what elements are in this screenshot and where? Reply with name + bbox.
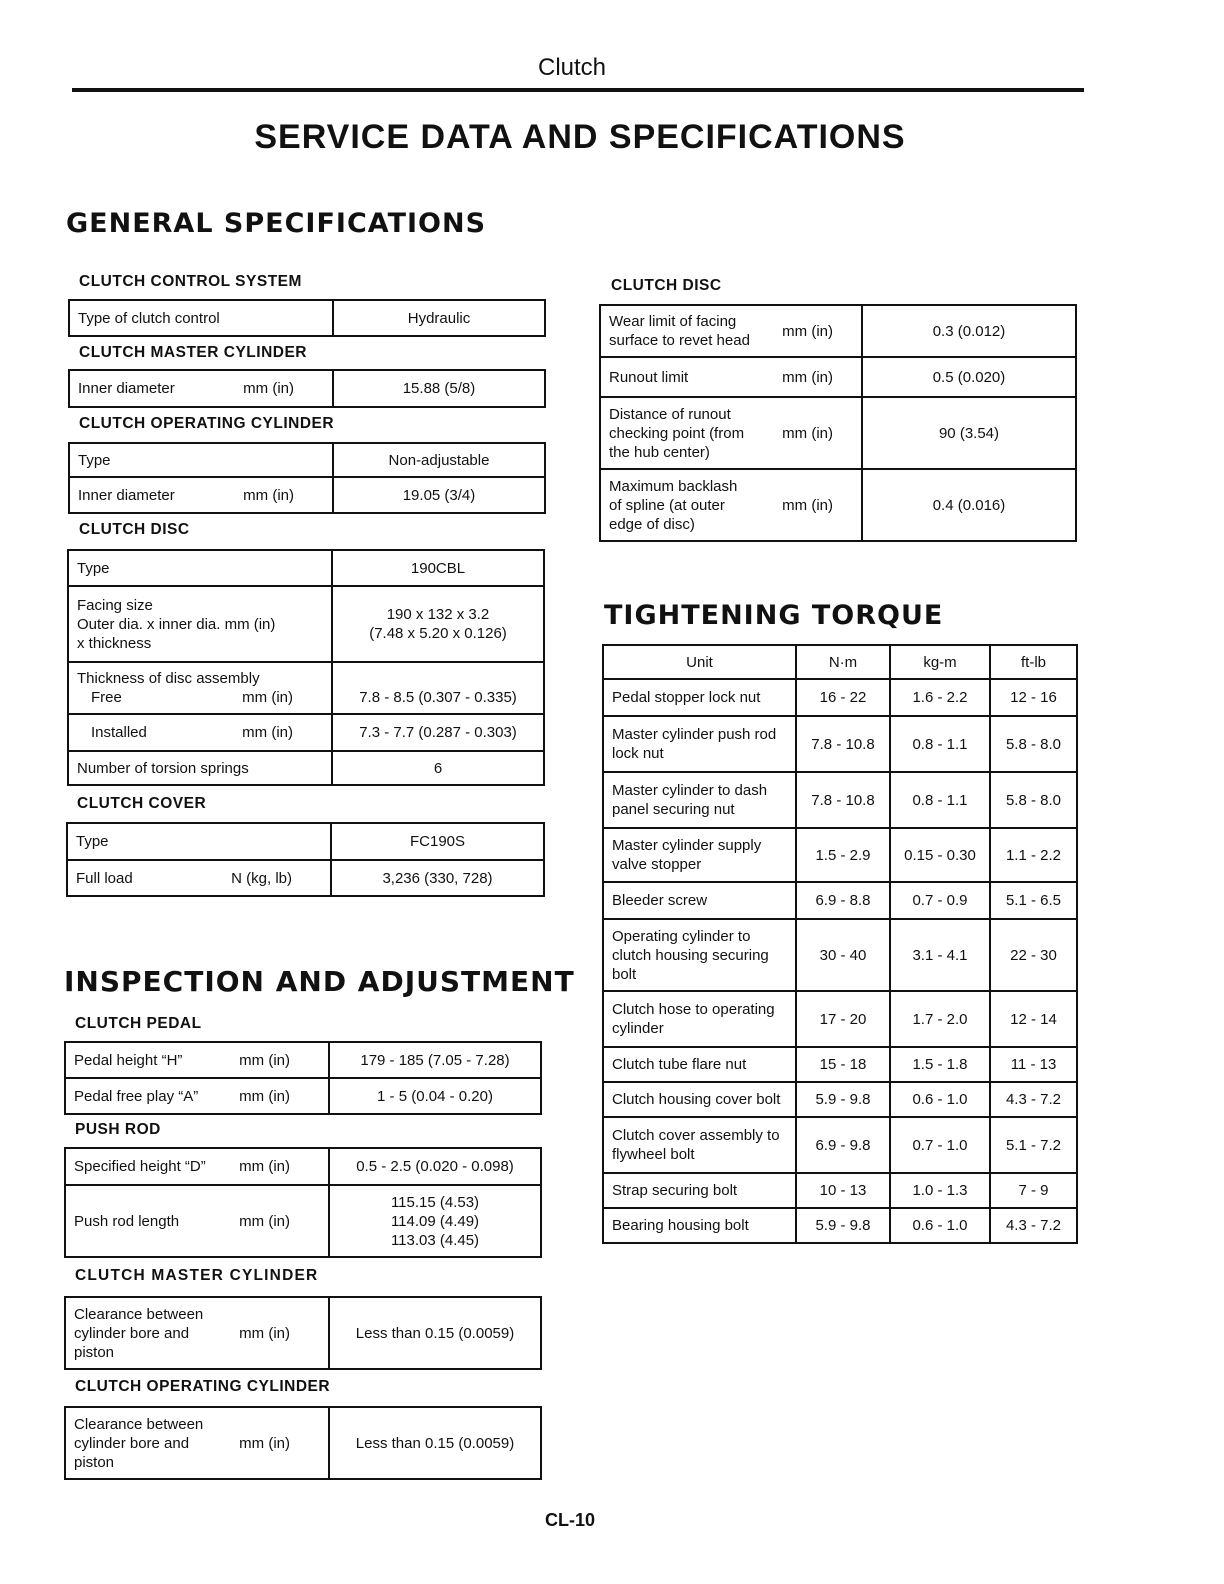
table-row (65, 1185, 541, 1257)
row-label (74, 1415, 203, 1472)
torque-title: TIGHTENING TORQUE (604, 600, 944, 631)
table-row (603, 716, 1077, 772)
master-cylinder-title: CLUTCH MASTER CYLINDER (79, 344, 307, 361)
insp-master-title: CLUTCH MASTER CYLINDER (75, 1267, 319, 1284)
row-label-cell (69, 370, 333, 407)
torque-unit-name: Clutch hose to operating cylinder (603, 991, 796, 1047)
row-value: 15.88 (5/8) (333, 370, 545, 407)
insp-operating-table (64, 1406, 542, 1480)
label-line: piston (74, 1343, 115, 1361)
row-label: Pedal height “H” (74, 1051, 183, 1069)
row-unit: mm (in) (242, 689, 293, 706)
row-unit: mm (in) (239, 1087, 290, 1105)
table-row (69, 477, 545, 513)
row-label: Full load (76, 869, 133, 887)
row-label-cell (600, 357, 862, 397)
col-header: N·m (796, 645, 890, 679)
row-value: 1 - 5 (0.04 - 0.20) (329, 1078, 541, 1114)
row-label-cell (65, 1148, 329, 1185)
table-row (69, 443, 545, 477)
table-row (603, 882, 1077, 919)
table-row (68, 751, 544, 785)
thickness-free-label (68, 662, 332, 714)
torque-unit-name: Clutch cover assembly to flywheel bolt (603, 1117, 796, 1173)
torque-nm: 1.5 - 2.9 (796, 828, 890, 882)
row-unit: mm (in) (242, 724, 293, 741)
clutch-cover-title: CLUTCH COVER (77, 795, 207, 812)
row-value: Less than 0.15 (0.0059) (329, 1407, 541, 1479)
table-row (603, 1117, 1077, 1173)
torque-ftlb: 5.1 - 7.2 (990, 1117, 1077, 1173)
label-line: Clearance between (74, 1305, 204, 1323)
table-row (65, 1407, 541, 1479)
row-value: 90 (3.54) (862, 397, 1076, 469)
row-value: 0.4 (0.016) (862, 469, 1076, 541)
row-value: Non-adjustable (333, 443, 545, 477)
col-header: kg-m (890, 645, 990, 679)
row-label-cell (65, 1407, 329, 1479)
row-value: Hydraulic (333, 300, 545, 336)
torque-ftlb: 5.8 - 8.0 (990, 772, 1077, 828)
row-unit: mm (in) (239, 1434, 290, 1452)
torque-ftlb: 4.3 - 7.2 (990, 1208, 1077, 1243)
row-unit: mm (in) (239, 1324, 290, 1342)
master-cylinder-table (68, 369, 546, 408)
row-label: Type (67, 823, 331, 860)
row-label-cell (65, 1297, 329, 1369)
torque-unit-name: Clutch housing cover bolt (603, 1082, 796, 1117)
torque-kgm: 0.15 - 0.30 (890, 828, 990, 882)
torque-header-row (603, 645, 1077, 679)
torque-nm: 7.8 - 10.8 (796, 716, 890, 772)
inspection-title: INSPECTION AND ADJUSTMENT (64, 965, 575, 998)
header-rule (72, 88, 1084, 92)
torque-table (602, 644, 1078, 1244)
row-label-cell (65, 1078, 329, 1114)
row-unit: mm (in) (782, 322, 833, 340)
insp-operating-title: CLUTCH OPERATING CYLINDER (75, 1378, 331, 1395)
row-label: Inner diameter (78, 380, 175, 397)
torque-nm: 30 - 40 (796, 919, 890, 991)
torque-nm: 10 - 13 (796, 1173, 890, 1208)
torque-ftlb: 1.1 - 2.2 (990, 828, 1077, 882)
clutch-pedal-title: CLUTCH PEDAL (75, 1015, 202, 1032)
torque-unit-name: Bearing housing bolt (603, 1208, 796, 1243)
row-value: 190CBL (332, 550, 544, 586)
torque-kgm: 0.8 - 1.1 (890, 716, 990, 772)
facing-size-label (68, 586, 332, 662)
torque-ftlb: 5.1 - 6.5 (990, 882, 1077, 919)
col-header: ft-lb (990, 645, 1077, 679)
torque-kgm: 0.8 - 1.1 (890, 772, 990, 828)
row-label-cell (67, 860, 331, 896)
table-row (603, 772, 1077, 828)
torque-nm: 6.9 - 9.8 (796, 1117, 890, 1173)
torque-kgm: 3.1 - 4.1 (890, 919, 990, 991)
facing-line-1: Facing size (77, 596, 153, 614)
length-value: 114.09 (4.49) (390, 1212, 480, 1230)
table-row (68, 586, 544, 662)
table-row (600, 305, 1076, 357)
control-system-title: CLUTCH CONTROL SYSTEM (79, 273, 302, 290)
row-label: Installed (91, 724, 147, 741)
label-line: edge of disc) (609, 515, 695, 533)
push-rod-length-values (329, 1185, 541, 1257)
table-row (69, 300, 545, 336)
torque-kgm: 1.6 - 2.2 (890, 679, 990, 716)
row-label-cell (600, 397, 862, 469)
torque-ftlb: 12 - 14 (990, 991, 1077, 1047)
torque-ftlb: 22 - 30 (990, 919, 1077, 991)
col-header: Unit (603, 645, 796, 679)
torque-ftlb: 11 - 13 (990, 1047, 1077, 1082)
label-line: Maximum backlash (609, 477, 738, 495)
label-line: piston (74, 1453, 115, 1471)
torque-unit-name: Master cylinder supply valve stopper (603, 828, 796, 882)
disc-right-table (599, 304, 1077, 542)
table-row (600, 397, 1076, 469)
torque-ftlb: 4.3 - 7.2 (990, 1082, 1077, 1117)
facing-line-3: x thickness (77, 634, 152, 652)
label-line: surface to revet head (609, 332, 750, 349)
torque-nm: 5.9 - 9.8 (796, 1082, 890, 1117)
push-rod-title: PUSH ROD (75, 1121, 161, 1138)
table-row (603, 991, 1077, 1047)
row-label-cell (69, 477, 333, 513)
row-value: 179 - 185 (7.05 - 7.28) (329, 1042, 541, 1078)
table-row (600, 469, 1076, 541)
label-line: Wear limit of facing (609, 313, 737, 330)
length-value: 113.03 (4.45) (390, 1231, 480, 1249)
row-value: 6 (332, 751, 544, 785)
torque-nm: 5.9 - 9.8 (796, 1208, 890, 1243)
table-row (67, 823, 544, 860)
page-header: Clutch (537, 54, 607, 81)
label-line: cylinder bore and (74, 1434, 190, 1452)
torque-unit-name: Master cylinder push rod lock nut (603, 716, 796, 772)
facing-line-2: Outer dia. x inner dia. mm (in) (77, 615, 276, 633)
row-value: 0.3 (0.012) (862, 305, 1076, 357)
row-value: 0.5 - 2.5 (0.020 - 0.098) (329, 1148, 541, 1185)
table-row (68, 550, 544, 586)
row-label: Type (69, 443, 333, 477)
row-value: 19.05 (3/4) (333, 477, 545, 513)
table-row (65, 1148, 541, 1185)
row-unit: mm (in) (243, 380, 294, 397)
row-label: Push rod length (74, 1212, 180, 1230)
insp-master-table (64, 1296, 542, 1370)
row-label-cell (600, 469, 862, 541)
thickness-title: Thickness of disc assembly (77, 670, 260, 687)
row-value: 0.5 (0.020) (862, 357, 1076, 397)
operating-cylinder-table (68, 442, 546, 514)
torque-kgm: 1.5 - 1.8 (890, 1047, 990, 1082)
label-line: Distance of runout (609, 405, 731, 423)
torque-unit-name: Clutch tube flare nut (603, 1047, 796, 1082)
row-label-cell (65, 1042, 329, 1078)
label-line: of spline (at outer (609, 496, 725, 514)
row-unit: mm (in) (782, 424, 833, 442)
row-value: Less than 0.15 (0.0059) (329, 1297, 541, 1369)
table-row (65, 1042, 541, 1078)
row-unit: N (kg, lb) (231, 869, 292, 887)
torque-kgm: 0.6 - 1.0 (890, 1208, 990, 1243)
row-label: Specified height “D” (74, 1158, 206, 1175)
torque-ftlb: 5.8 - 8.0 (990, 716, 1077, 772)
row-unit: mm (in) (782, 368, 833, 386)
row-label: Number of torsion springs (68, 751, 332, 785)
table-row (603, 1208, 1077, 1243)
table-row (603, 1082, 1077, 1117)
row-label: Free (91, 689, 122, 706)
table-row (65, 1078, 541, 1114)
label-line: Clearance between (74, 1415, 204, 1433)
facing-value-2: (7.48 x 5.20 x 0.126) (369, 625, 507, 642)
torque-unit-name: Master cylinder to dash panel securing nut (603, 772, 796, 828)
clutch-pedal-table (64, 1041, 542, 1115)
torque-nm: 17 - 20 (796, 991, 890, 1047)
label-line: the hub center) (609, 443, 710, 461)
torque-unit-name: Bleeder screw (603, 882, 796, 919)
torque-nm: 15 - 18 (796, 1047, 890, 1082)
table-row (600, 357, 1076, 397)
table-row (603, 679, 1077, 716)
row-label (609, 477, 737, 534)
facing-value-1: 190 x 132 x 3.2 (386, 606, 490, 623)
clutch-disc-title: CLUTCH DISC (79, 521, 190, 538)
page-number: CL-10 (544, 1510, 595, 1530)
torque-kgm: 1.0 - 1.3 (890, 1173, 990, 1208)
disc-right-title: CLUTCH DISC (611, 277, 722, 294)
push-rod-table (64, 1147, 542, 1258)
operating-cylinder-title: CLUTCH OPERATING CYLINDER (79, 415, 335, 432)
row-label: Type (68, 550, 332, 586)
torque-kgm: 1.7 - 2.0 (890, 991, 990, 1047)
row-label: Inner diameter (78, 486, 175, 504)
table-row (603, 919, 1077, 991)
row-label (609, 312, 750, 350)
row-label (609, 405, 744, 462)
torque-kgm: 0.6 - 1.0 (890, 1082, 990, 1117)
general-specs-title: GENERAL SPECIFICATIONS (66, 208, 487, 239)
table-row (68, 714, 544, 751)
torque-nm: 16 - 22 (796, 679, 890, 716)
page-title: SERVICE DATA AND SPECIFICATIONS (254, 118, 906, 156)
row-label (74, 1305, 203, 1362)
row-value: 7.8 - 8.5 (0.307 - 0.335) (332, 662, 544, 714)
row-unit: mm (in) (239, 1212, 290, 1230)
torque-body (603, 679, 1077, 1243)
label-line: cylinder bore and (74, 1324, 190, 1342)
torque-ftlb: 7 - 9 (990, 1173, 1077, 1208)
table-row (603, 828, 1077, 882)
torque-nm: 6.9 - 8.8 (796, 882, 890, 919)
label-line: checking point (from (609, 424, 745, 442)
torque-unit-name: Strap securing bolt (603, 1173, 796, 1208)
row-value: 3,236 (330, 728) (331, 860, 544, 896)
row-label: Type of clutch control (69, 300, 333, 336)
row-label-cell (600, 305, 862, 357)
row-label-cell (65, 1185, 329, 1257)
row-unit: mm (in) (239, 1051, 290, 1069)
row-value: 7.3 - 7.7 (0.287 - 0.303) (332, 714, 544, 751)
row-label: Pedal free play “A” (74, 1087, 199, 1105)
torque-kgm: 0.7 - 1.0 (890, 1117, 990, 1173)
table-row (603, 1047, 1077, 1082)
table-row (67, 860, 544, 896)
row-unit: mm (in) (782, 496, 833, 514)
row-label: Runout limit (609, 368, 689, 386)
table-row (69, 370, 545, 407)
torque-ftlb: 12 - 16 (990, 679, 1077, 716)
control-system-table (68, 299, 546, 337)
torque-nm: 7.8 - 10.8 (796, 772, 890, 828)
torque-unit-name: Operating cylinder to clutch housing securing bolt (603, 919, 796, 991)
row-value: FC190S (331, 823, 544, 860)
table-row (65, 1297, 541, 1369)
facing-size-value (332, 586, 544, 662)
torque-unit-name: Pedal stopper lock nut (603, 679, 796, 716)
row-label-cell (68, 714, 332, 751)
table-row (68, 662, 544, 714)
length-value: 115.15 (4.53) (390, 1193, 480, 1211)
row-unit: mm (in) (239, 1158, 290, 1175)
torque-kgm: 0.7 - 0.9 (890, 882, 990, 919)
row-unit: mm (in) (243, 486, 294, 504)
table-row (603, 1173, 1077, 1208)
clutch-disc-table (67, 549, 545, 786)
clutch-cover-table (66, 822, 545, 897)
